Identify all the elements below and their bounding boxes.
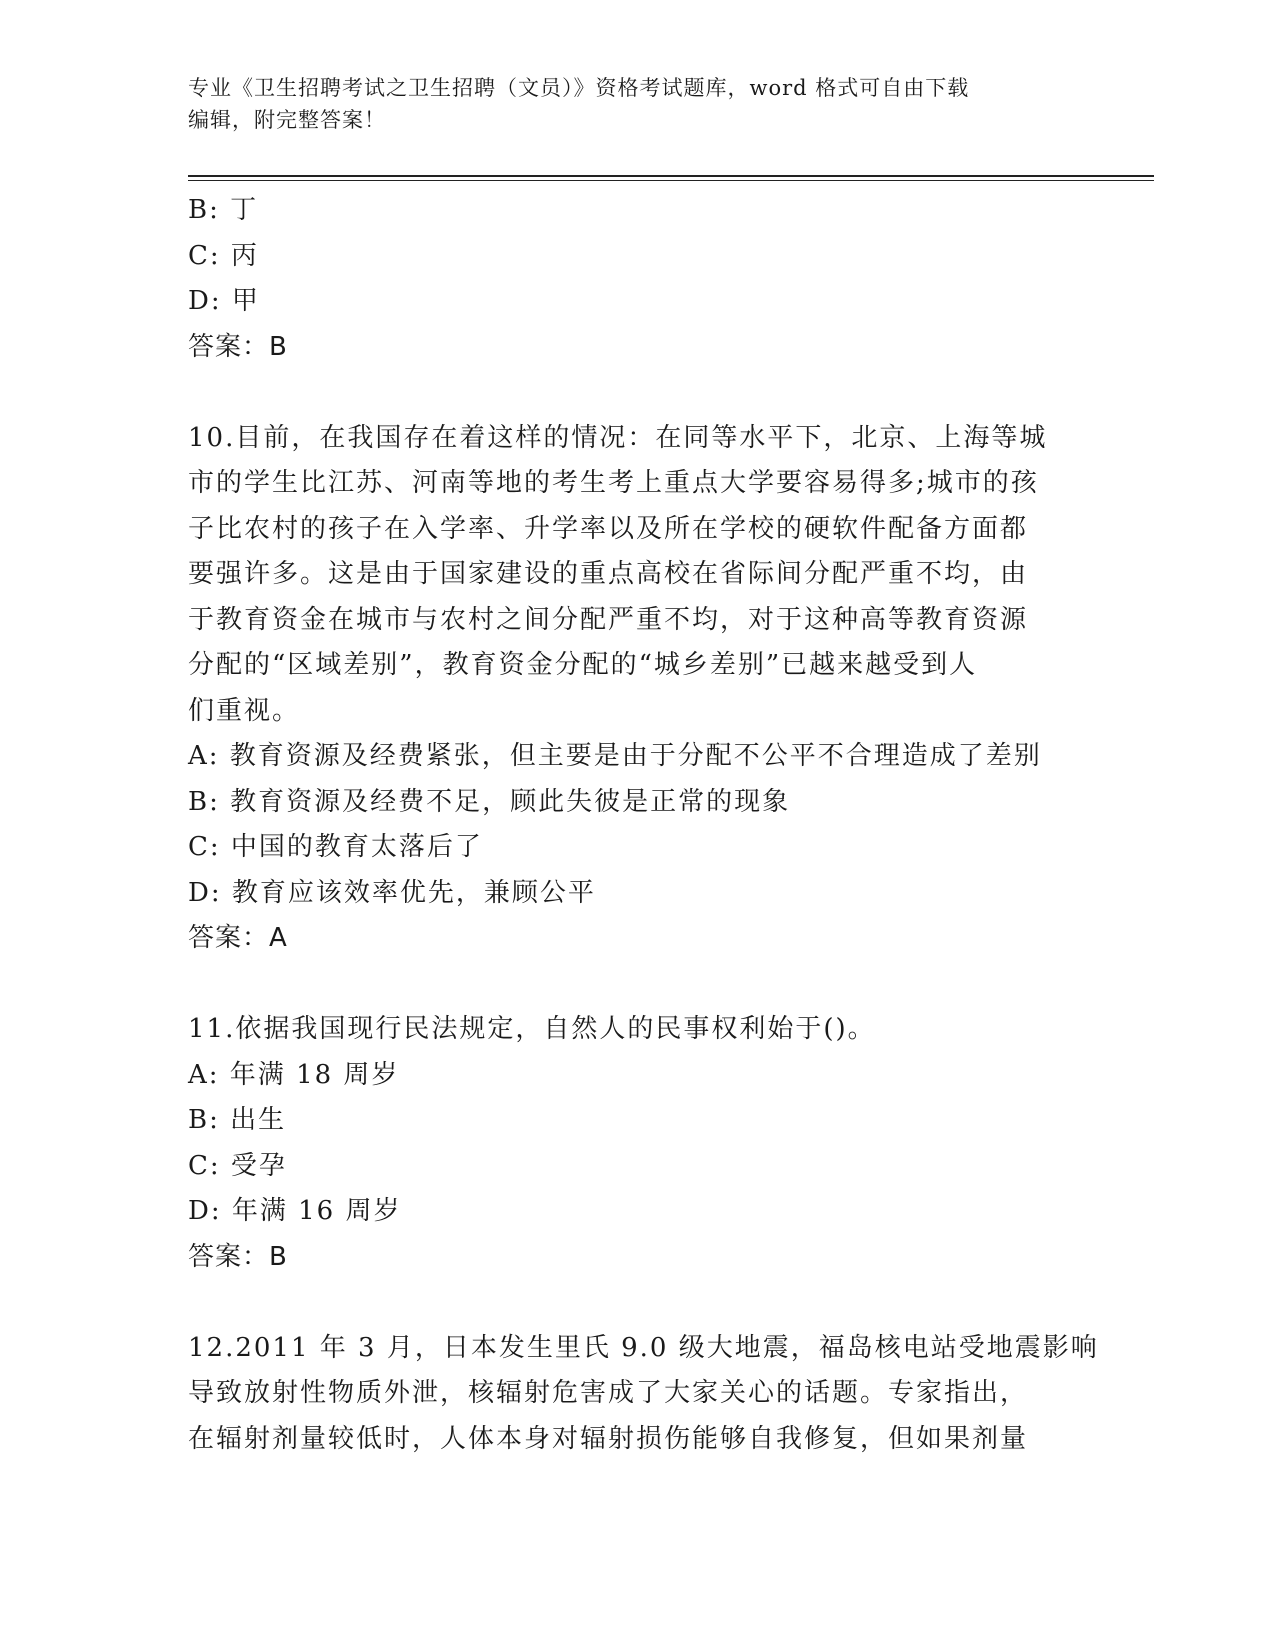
option-b: B: 丁 (188, 195, 259, 225)
spacer (188, 370, 1088, 416)
option-b: B: 教育资源及经费不足，顾此失彼是正常的现象 (188, 786, 791, 817)
option-c: C: 中国的教育太落后了 (188, 832, 483, 862)
spacer (188, 962, 1088, 1008)
option-a: A: 教育资源及经费紧张，但主要是由于分配不公平不合理造成了差别 (188, 741, 1042, 771)
question-stem-line: 11.依据我国现行民法规定，自然人的民事权利始于()。 (188, 1014, 876, 1044)
question-stem-line: 导致放射性物质外泄，核辐射危害成了大家关心的话题。专家指出， (188, 1378, 1029, 1408)
option-c: C: 受孕 (188, 1150, 287, 1181)
question-12 (188, 1326, 1099, 1463)
question-stem-line: 分配的“区域差别”，教育资金分配的“城乡差别”已越来越受到人 (188, 650, 978, 680)
header-line-2: 编辑，附完整答案！ (188, 108, 386, 132)
header-divider-thin (188, 180, 1154, 181)
question-content (188, 188, 1099, 1462)
spacer (188, 1280, 1088, 1326)
question-stem-line: 子比农村的孩子在入学率、升学率以及所在学校的硬软件配备方面都 (188, 513, 1029, 544)
question-11 (188, 1007, 1088, 1280)
option-b: B: 出生 (188, 1105, 287, 1135)
option-a: A: 年满 18 周岁 (188, 1059, 400, 1090)
question-stem-line: 市的学生比江苏、河南等地的考生考上重点大学要容易得多;城市的孩 (188, 468, 1039, 498)
answer-line: 答案：A (188, 923, 288, 953)
page-header (188, 72, 1088, 136)
option-c: C: 丙 (188, 240, 259, 271)
header-divider-thick (188, 175, 1154, 177)
question-stem-line: 要强许多。这是由于国家建设的重点高校在省际间分配严重不均，由 (188, 559, 1029, 589)
answer-line: 答案：B (188, 1241, 288, 1272)
question-stem-line: 在辐射剂量较低时，人体本身对辐射损伤能够自我修复，但如果剂量 (188, 1423, 1029, 1454)
question-stem-line: 10.目前，在我国存在着这样的情况：在同等水平下，北京、上海等城 (188, 422, 1048, 453)
header-line-1: 专业《卫生招聘考试之卫生招聘（文员）》资格考试题库，word 格式可自由下载 (188, 76, 970, 100)
question-9-tail (188, 188, 1088, 370)
question-stem-line: 于教育资金在城市与农村之间分配严重不均，对于这种高等教育资源 (188, 604, 1029, 635)
answer-line: 答案：B (188, 331, 288, 362)
question-stem-line: 们重视。 (188, 695, 301, 726)
option-d: D: 年满 16 周岁 (188, 1196, 402, 1226)
option-d: D: 教育应该效率优先，兼顾公平 (188, 877, 596, 908)
option-d: D: 甲 (188, 286, 260, 316)
question-stem-line: 12.2011 年 3 月，日本发生里氏 9.0 级大地震，福岛核电站受地震影响 (188, 1332, 1099, 1363)
question-10 (188, 416, 1088, 962)
